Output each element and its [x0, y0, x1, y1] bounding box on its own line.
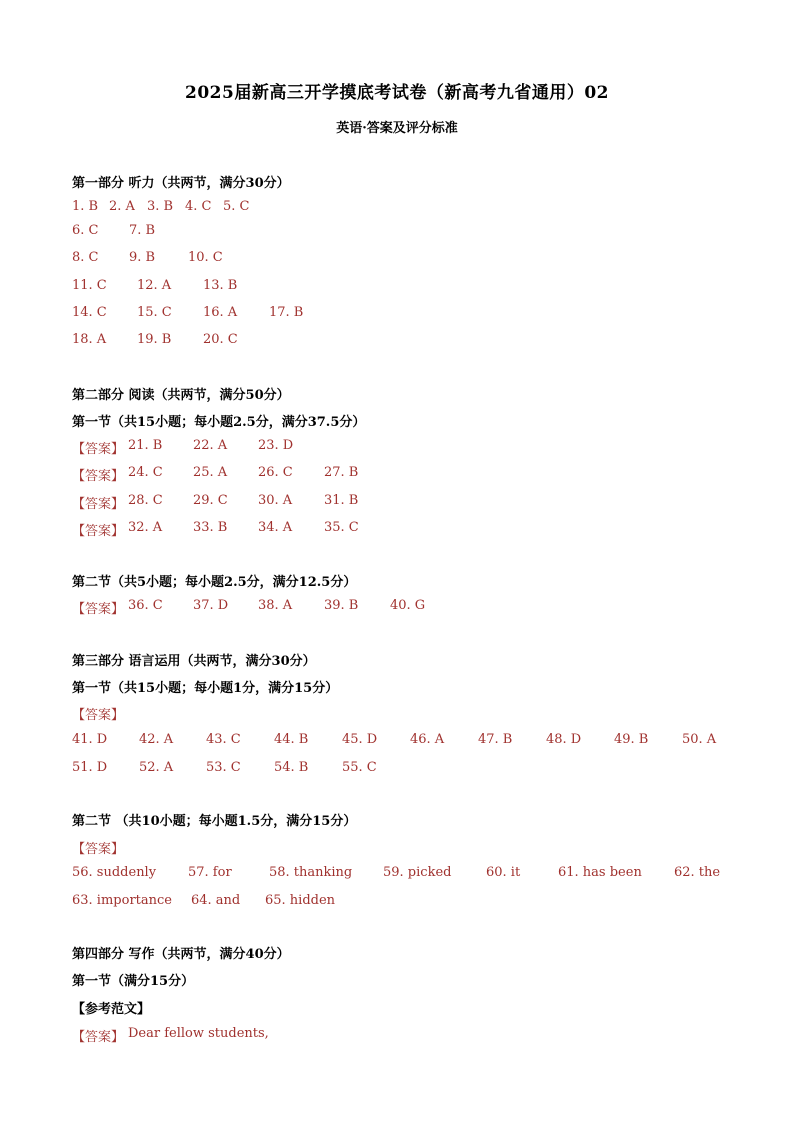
answer-item: 6. C — [72, 223, 99, 238]
answer-label: 【答案】 — [72, 497, 125, 512]
answer-item: 17. B — [269, 305, 304, 320]
essay-greeting: Dear fellow students, — [128, 1026, 269, 1041]
answer-item: 62. the — [674, 865, 721, 880]
answer-item: 19. B — [137, 332, 172, 347]
answer-item: 36. C — [128, 598, 163, 613]
answer-label: 【答案】 — [72, 842, 125, 857]
answer-item: 42. A — [139, 732, 174, 747]
language-heading: 第三部分 语言运用（共两节，满分30分） — [72, 654, 316, 669]
answer-item: 29. C — [193, 493, 228, 508]
reading-section2-heading: 第二节（共5小题；每小题2.5分，满分12.5分） — [72, 575, 357, 590]
answer-item: 61. has been — [558, 865, 642, 880]
answer-item: 47. B — [478, 732, 513, 747]
answer-label: 【答案】 — [72, 602, 125, 617]
answer-item: 46. A — [410, 732, 445, 747]
answer-label: 【答案】 — [72, 1030, 125, 1045]
answer-item: 63. importance — [72, 893, 172, 908]
answer-item: 64. and — [191, 893, 241, 908]
page-subtitle: 英语·答案及评分标准 — [336, 121, 458, 136]
answer-item: 31. B — [324, 493, 359, 508]
answer-item: 58. thanking — [269, 865, 353, 880]
answer-item: 2. A — [109, 199, 135, 214]
answer-item: 7. B — [129, 223, 156, 238]
answer-item: 41. D — [72, 732, 108, 747]
answer-item: 43. C — [206, 732, 241, 747]
writing-heading: 第四部分 写作（共两节，满分40分） — [72, 947, 290, 962]
answer-item: 55. C — [342, 760, 377, 775]
answer-item: 33. B — [193, 520, 228, 535]
answer-item: 65. hidden — [265, 893, 336, 908]
answer-item: 59. picked — [383, 865, 452, 880]
answer-item: 9. B — [129, 250, 156, 265]
answer-label: 【答案】 — [72, 469, 125, 484]
answer-item: 8. C — [72, 250, 99, 265]
answer-item: 38. A — [258, 598, 293, 613]
answer-item: 18. A — [72, 332, 107, 347]
reading-heading: 第二部分 阅读（共两节，满分50分） — [72, 388, 290, 403]
answer-label: 【答案】 — [72, 708, 125, 723]
writing-section1-heading: 第一节（满分15分） — [72, 974, 195, 989]
listening-heading: 第一部分 听力（共两节，满分30分） — [72, 176, 290, 191]
answer-item: 60. it — [486, 865, 521, 880]
answer-item: 44. B — [274, 732, 309, 747]
answer-item: 52. A — [139, 760, 174, 775]
answer-item: 20. C — [203, 332, 238, 347]
answer-item: 22. A — [193, 438, 228, 453]
answer-item: 13. B — [203, 278, 238, 293]
answer-item: 56. suddenly — [72, 865, 157, 880]
answer-item: 32. A — [128, 520, 163, 535]
sample-essay-label: 【参考范文】 — [72, 1002, 151, 1017]
answer-item: 15. C — [137, 305, 172, 320]
answer-item: 28. C — [128, 493, 163, 508]
answer-item: 5. C — [223, 199, 250, 214]
answer-item: 3. B — [147, 199, 174, 214]
answer-item: 23. D — [258, 438, 294, 453]
answer-item: 48. D — [546, 732, 582, 747]
answer-item: 53. C — [206, 760, 241, 775]
page-title: 2025届新高三开学摸底考试卷（新高考九省通用）02 — [185, 83, 609, 103]
language-section2-heading: 第二节 （共10小题；每小题1.5分，满分15分） — [72, 814, 357, 829]
language-section1-heading: 第一节（共15小题；每小题1分，满分15分） — [72, 681, 339, 696]
answer-item: 25. A — [193, 465, 228, 480]
answer-item: 26. C — [258, 465, 293, 480]
answer-item: 14. C — [72, 305, 107, 320]
answer-label: 【答案】 — [72, 524, 125, 539]
answer-item: 40. G — [390, 598, 426, 613]
answer-item: 11. C — [72, 278, 107, 293]
answer-item: 24. C — [128, 465, 163, 480]
answer-item: 27. B — [324, 465, 359, 480]
answer-item: 12. A — [137, 278, 172, 293]
answer-item: 54. B — [274, 760, 309, 775]
answer-item: 1. B — [72, 199, 99, 214]
answer-item: 35. C — [324, 520, 359, 535]
reading-section1-heading: 第一节（共15小题；每小题2.5分，满分37.5分） — [72, 415, 366, 430]
answer-label: 【答案】 — [72, 442, 125, 457]
answer-item: 10. C — [188, 250, 223, 265]
answer-item: 39. B — [324, 598, 359, 613]
answer-item: 45. D — [342, 732, 378, 747]
answer-item: 34. A — [258, 520, 293, 535]
answer-item: 49. B — [614, 732, 649, 747]
answer-item: 21. B — [128, 438, 163, 453]
answer-item: 57. for — [188, 865, 232, 880]
answer-item: 16. A — [203, 305, 238, 320]
answer-item: 51. D — [72, 760, 108, 775]
answer-item: 37. D — [193, 598, 229, 613]
answer-item: 4. C — [185, 199, 212, 214]
answer-item: 50. A — [682, 732, 717, 747]
answer-item: 30. A — [258, 493, 293, 508]
